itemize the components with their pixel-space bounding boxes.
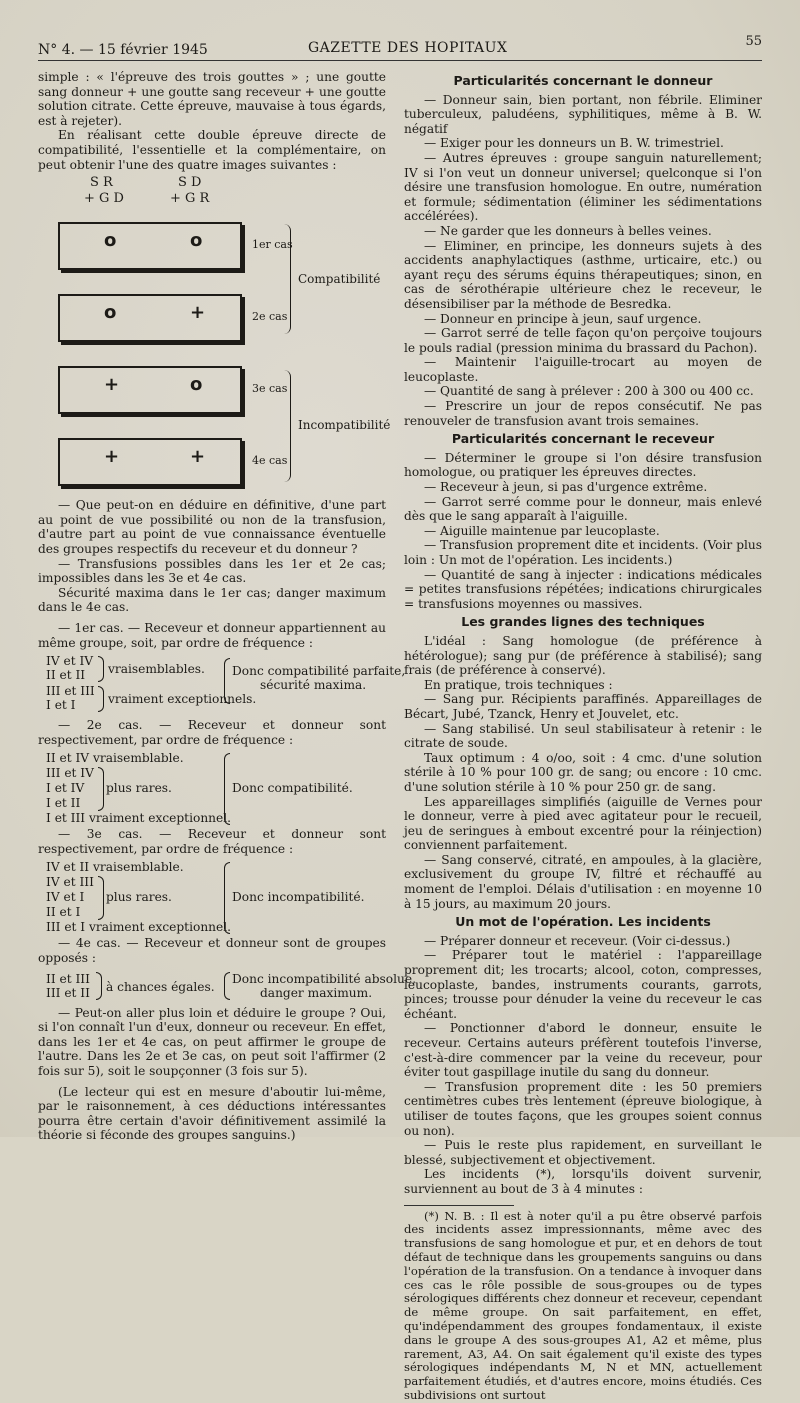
frequency-note: vraisemblables. [108,662,205,677]
agglutination-mark: + [190,446,206,468]
case-3-label: 3e cas [252,382,288,396]
paragraph: — Sang stabilisé. Un seul stabilisateur à retenir : le citrate de soude. [404,721,762,751]
conclusion: Donc compatibilité parfaite, [232,664,406,679]
conclusion: Donc incompatibilité absolue, [232,971,416,986]
paragraph: — Ne garder que les donneurs à belles veines. [424,223,712,238]
group-pair: IV et I [46,890,85,905]
paragraph: Sécurité maxima dans le 1er cas; danger maximum dans le 4e cas. [38,585,386,615]
paragraph: — Garrot serré de telle façon qu'on perçoive toujours le pouls radial (pression minima du brassard du Pachon). [404,326,762,355]
section-heading: Un mot de l'opération. Les incidents [455,914,711,930]
bracket [98,686,104,712]
page-header [38,34,762,60]
group-pair: III et IV [46,766,94,781]
group-pair: III et III [46,684,95,699]
section-heading: Les grandes lignes des techniques [461,614,705,630]
group-pair: I et III vraiment exceptionnel. [46,811,231,826]
compat-label: Compatibilité [298,272,381,287]
bracket [224,972,230,1000]
case-1-groups [38,654,406,718]
paragraph: — Préparer donneur et receveur. (Voir ci-dessus.) [424,933,731,948]
paragraph: — Garrot serré comme pour le donneur, mais enlevé dès que le sang apparaît à l'aiguille. [404,494,762,524]
case-2-groups [38,751,386,827]
incompat-brace [284,370,291,482]
paragraph: En réalisant cette double épreuve directe de compatibilité, l'essentielle et la complémentaire, on peut obtenir l'une des quatre images suivantes : [38,128,386,172]
conclusion: sécurité maxima. [260,678,367,693]
bracket [96,972,102,1000]
paragraph: — Transfusion proprement dite et incidents. (Voir plus loin : Un mot de l'opération. Les incidents.) [404,538,762,567]
footnote: (*) N. B. : Il est à noter qu'il a pu être observé parfois des incidents assez impressionnants, même avec des transfusions de sang homologue et pur, et en dehors de tout défaut de technique dans les groupements sanguins ou dans l'opération de la transfusion. On a tendance à invoquer dans ces cas le rôle possible de sous-groupes ou de types sérologiques différents chez donneur et receveur, cependant de même groupe. On sait parfaitement, en effet, qu'indépendamment des groupes fondamentaux, il existe dans le groupe A des sous-groupes A1, A2 et même, plus rarement, A3, A4. On sait également qu'il existe des types sérologiques indépendants M, N et MN, actuellement parfaitement étudiés, et d'autres encore, moins étudiés. Ces subdivisions ont surtout [404,1208,762,1402]
paragraph: simple : « l'épreuve des trois gouttes » ; une goutte sang donneur + une goutte sang receveur + une goutte solution citrate. Cette épreuve, mauvaise à tous égards, est à rejeter). [38,70,386,128]
incompat-label: Incompatibilité [298,418,391,433]
group-pair: I et II [46,796,81,811]
bracket [98,656,104,682]
paragraph: — Déterminer le groupe si l'on désire transfusion homologue, ou pratiquer les épreuves directes. [404,450,762,480]
case-2-label: 2e cas [252,310,288,324]
group-pair: IV et IV [46,654,94,669]
paragraph: — Transfusions possibles dans les 1er et 2e cas; impossibles dans les 3e et 4e cas. [38,556,386,586]
bracket [224,753,230,825]
frequency-note: plus rares. [106,781,172,796]
group-pair: III et II [46,985,90,1000]
group-pair: II et I [46,905,81,920]
agglutination-mark: + [190,302,206,324]
group-pair: IV et II vraisemblable. [46,860,184,875]
agglutination-mark: + [104,374,120,396]
no-agglutination-mark: o [190,230,203,252]
paragraph: — Ponctionner d'abord le donneur, ensuite le receveur. Certains auteurs préfèrent toutefois l'inverse, c'est-à-dire commencer par la veine du receveur, pour éviter tout gaspillage inutile du sang du donneur. [404,1021,762,1080]
paragraph: — Que peut-on en déduire en définitive, d'une part au point de vue possibilité ou non de la transfusion, d'autre part au point de vue connaissance éventuelle des groupes respectifs du receveur et du donneur ? [38,498,386,556]
no-agglutination-mark: o [104,302,117,324]
case-1-label: 1er cas [252,238,293,252]
page-number: 55 [745,34,762,49]
slide-case-1 [58,222,242,270]
paragraph: — Donneur en principe à jeun, sauf urgence. [424,311,702,326]
frequency-note: plus rares. [106,890,172,905]
group-pair: I et I [46,698,76,713]
group-pair: I et IV [46,781,85,796]
paragraph: — Maintenir l'aiguille-trocart au moyen de leucoplaste. [404,355,762,384]
paragraph: — Prescrire un jour de repos consécutif. Ne pas renouveler de transfusion avant trois semaines. [404,399,762,428]
no-agglutination-mark: o [104,230,117,252]
paragraph: — 1er cas. — Receveur et donneur appartiennent au même groupe, soit, par ordre de fréquence : [38,620,386,650]
diagram-col1-line2: + G D [84,191,124,207]
paragraph: — 4e cas. — Receveur et donneur sont de groupes opposés : [38,936,386,966]
conclusion: danger maximum. [260,985,373,1000]
paragraph: — Donneur sain, bien portant, non fébrile. Eliminer tuberculeux, paludéens, syphilitiques, même à B. W. négatif [404,92,762,136]
frequency-note: vraiment exceptionnels. [108,692,257,707]
paragraph: — Quantité de sang à injecter : indications médicales = petites transfusions répétées; indications chirurgicales = transfusions moyennes ou massives. [404,567,762,611]
diagram-col2-line2: + G R [170,191,210,207]
diagram-col1-line1: S R [90,175,113,191]
case-4-groups [38,970,416,1006]
group-pair: II et III [46,971,90,986]
paragraph: — 3e cas. — Receveur et donneur sont respectivement, par ordre de fréquence : [38,827,386,856]
paragraph: — Sang pur. Récipients paraffinés. Appareillages de Bécart, Jubé, Tzanck, Henry et Jouvelet, etc. [404,692,762,721]
group-pair: II et IV vraisemblable. [46,751,184,766]
group-pair: IV et III [46,875,94,890]
case-4-label: 4e cas [252,454,288,468]
frequency-note: à chances égales. [106,979,215,994]
paragraph: Les appareillages simplifiés (aiguille de Vernes pour le donneur, verre à pied avec agitateur pour le recueil, jeu de seringues à embout excentré pour la réinjection) conviennent parfaitement. [404,794,762,853]
paragraph: — Exiger pour les donneurs un B. W. trimestriel. [424,136,724,151]
bracket [224,658,230,704]
paragraph: — 2e cas. — Receveur et donneur sont respectivement, par ordre de fréquence : [38,718,386,747]
bracket [224,862,230,934]
paragraph: — Préparer tout le matériel : l'appareillage proprement dit; les trocarts; alcool, coton, compresses, leucoplaste, bandes, instruments courants, garrots, pinces; trousse pour dénuder la veine du receveur le cas échéant. [404,948,762,1021]
case-3-groups [38,860,386,936]
slide-case-3 [58,366,242,414]
paragraph: — Aiguille maintenue par leucoplaste. [424,523,660,538]
no-agglutination-mark: o [190,374,203,396]
conclusion: Donc compatibilité. [232,781,353,796]
bracket [98,767,104,811]
compat-brace [284,224,291,334]
paragraph: Taux optimum : 4 o/oo, soit : 4 cmc. d'une solution stérile à 10 % pour 100 gr. de sang; ou encore : 10 cmc. d'une solution stérile à 10 % pour 250 gr. de sang. [404,750,762,794]
paragraph: — Sang conservé, citraté, en ampoules, à la glacière, exclusivement du groupe IV, filtré et réchauffé au moment de l'emploi. Délais d'utilisation : en moyenne 10 à 15 jours, au maximum 20 jours. [404,852,762,911]
paragraph: Les incidents (*), lorsqu'ils doivent survenir, surviennent au bout de 3 à 4 minutes : [404,1167,762,1196]
slide-case-4 [58,438,242,486]
slide-case-2 [58,294,242,342]
compatibility-diagram [38,174,391,494]
conclusion: Donc incompatibilité. [232,890,365,905]
left-column [38,70,416,1143]
agglutination-mark: + [104,446,120,468]
paragraph: — Autres épreuves : groupe sanguin naturellement; IV si l'on veut un donneur universel; quelconque si l'on désire une transfusion homologue. En outre, numération et formule; sédimentation (éliminer les sédimentations accélérées). [404,150,762,224]
right-column [404,70,762,1403]
paragraph: — Peut-on aller plus loin et déduire le groupe ? Oui, si l'on connaît l'un d'eux, donneur ou receveur. En effet, dans les 1er et 4e cas, on peut affirmer le groupe de l'autre. Dans les 2e et 3e cas, on peut soit l'affirmer (2 fois sur 5), soit le soupçonner (3 fois sur 5). [38,1005,386,1079]
paragraph: — Eliminer, en principe, les donneurs sujets à des accidents anaphylactiques (asthme, urticaire, etc.) ou ayant reçu des sérums équins thérapeutiques; sinon, en cas de sérothérapie ultérieure chez le receveur, le désensibiliser par la méthode de Besredka. [404,238,762,311]
footnote-rule [404,1205,514,1206]
paragraph: (Le lecteur qui est en mesure d'aboutir lui-même, par le raisonnement, à ces déductions intéressantes pourra être certain d'avoir définitivement assimilé la théorie si féconde des groupes sanguins.) [38,1084,386,1143]
paragraph: En pratique, trois techniques : [424,677,613,692]
group-pair: III et I vraiment exceptionnel. [46,920,231,935]
paragraph: — Quantité de sang à prélever : 200 à 300 ou 400 cc. [424,384,754,399]
bracket [98,876,104,920]
section-heading: Particularités concernant le receveur [451,431,715,447]
diagram-col2-line1: S D [178,175,202,191]
paragraph: — Transfusion proprement dite : les 50 premiers centimètres cubes très lentement (épreuve biologique, à utiliser de toutes façons, que les groupes soient connus ou non). [404,1079,762,1138]
paragraph: — Receveur à jeun, si pas d'urgence extrême. [424,480,708,495]
issue-date: N° 4. — 15 février 1945 [38,42,208,58]
journal-title: GAZETTE DES HOPITAUX [308,40,508,56]
section-heading: Particularités concernant le donneur [453,73,713,88]
group-pair: II et II [46,668,86,683]
paragraph: L'idéal : Sang homologue (de préférence à hétérologue); sang pur (de préférence à stabilisé); sang frais (de préférence à conservé). [404,633,762,678]
header-rule [38,60,762,61]
paragraph: — Puis le reste plus rapidement, en surveillant le blessé, subjectivement et objectivement. [404,1138,762,1167]
